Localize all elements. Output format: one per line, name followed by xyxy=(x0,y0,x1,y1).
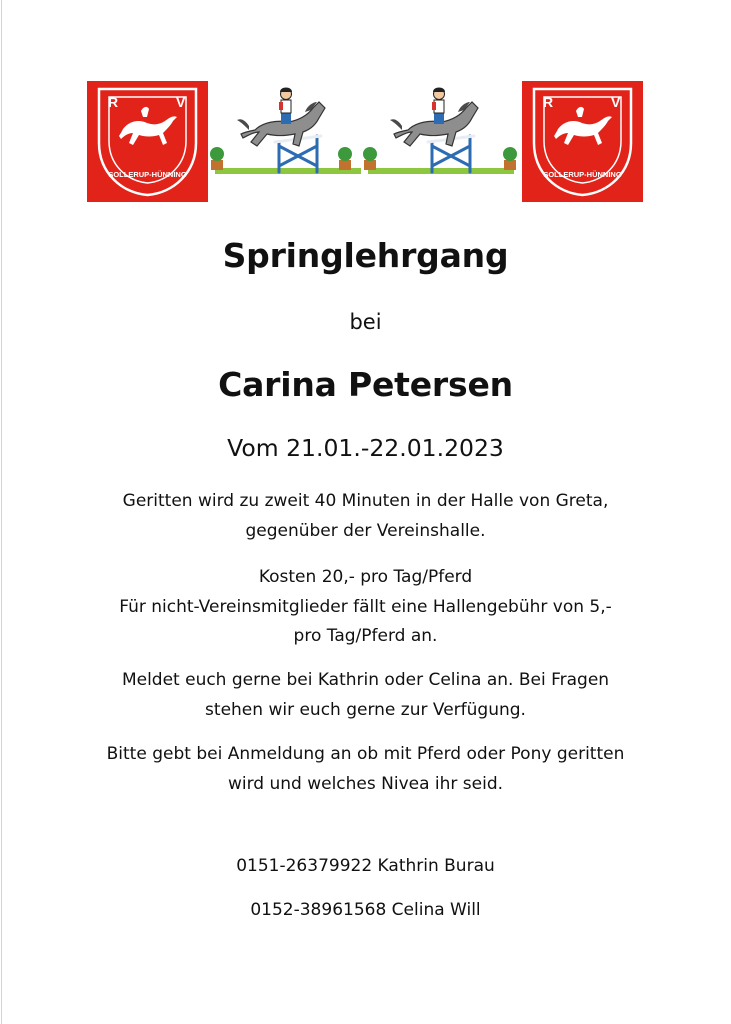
paragraph-line: Kosten 20,- pro Tag/Pferd xyxy=(258,567,473,587)
connector-word: bei xyxy=(349,310,382,334)
paragraph-line: stehen wir euch gerne zur Verfügung. xyxy=(205,699,526,720)
logo-letter-r: R xyxy=(543,94,554,110)
paragraph-line: wird und welches Nivea ihr seid. xyxy=(227,773,504,794)
paragraph-line: pro Tag/Pferd an. xyxy=(293,626,438,646)
bush-icon xyxy=(210,147,224,170)
info-paragraph-format xyxy=(0,487,731,546)
club-logo-right xyxy=(522,81,643,202)
bush-icon xyxy=(363,147,377,170)
paragraph-line: Geritten wird zu zweit 40 Minuten in der Halle von Greta, xyxy=(122,491,609,511)
info-paragraph-registration xyxy=(0,666,731,725)
bush-icon xyxy=(503,147,517,170)
paragraph-line: Für nicht-Vereinsmitglieder fällt eine Hallengebühr von 5,- xyxy=(119,596,612,617)
show-jumping-illustration-right xyxy=(360,80,520,190)
contact-celina: 0152-38961568 Celina Will xyxy=(250,900,481,920)
logo-letter-v: V xyxy=(176,94,186,110)
info-paragraph-costs xyxy=(0,563,731,652)
paragraph-line: Meldet euch gerne bei Kathrin oder Celina an. Bei Fragen xyxy=(121,670,610,690)
show-jumping-illustration-left xyxy=(207,80,367,190)
event-date: Vom 21.01.-22.01.2023 xyxy=(227,434,504,462)
logo-ring-text: SOLLERUP-HÜNNING xyxy=(543,170,622,179)
bush-icon xyxy=(338,147,352,170)
flyer-title: Springlehrgang xyxy=(222,236,509,275)
logo-ring-text: SOLLERUP-HÜNNING xyxy=(108,170,187,179)
instructor-name: Carina Petersen xyxy=(218,365,513,404)
logo-letter-r: R xyxy=(108,94,119,110)
paragraph-line: Bitte gebt bei Anmeldung an ob mit Pferd oder Pony geritten xyxy=(106,744,625,764)
club-logo-left xyxy=(87,81,208,202)
paragraph-line: gegenüber der Vereinshalle. xyxy=(245,520,486,541)
contact-kathrin: 0151-26379922 Kathrin Burau xyxy=(236,856,495,876)
info-paragraph-level xyxy=(0,740,731,799)
logo-letter-v: V xyxy=(611,94,621,110)
